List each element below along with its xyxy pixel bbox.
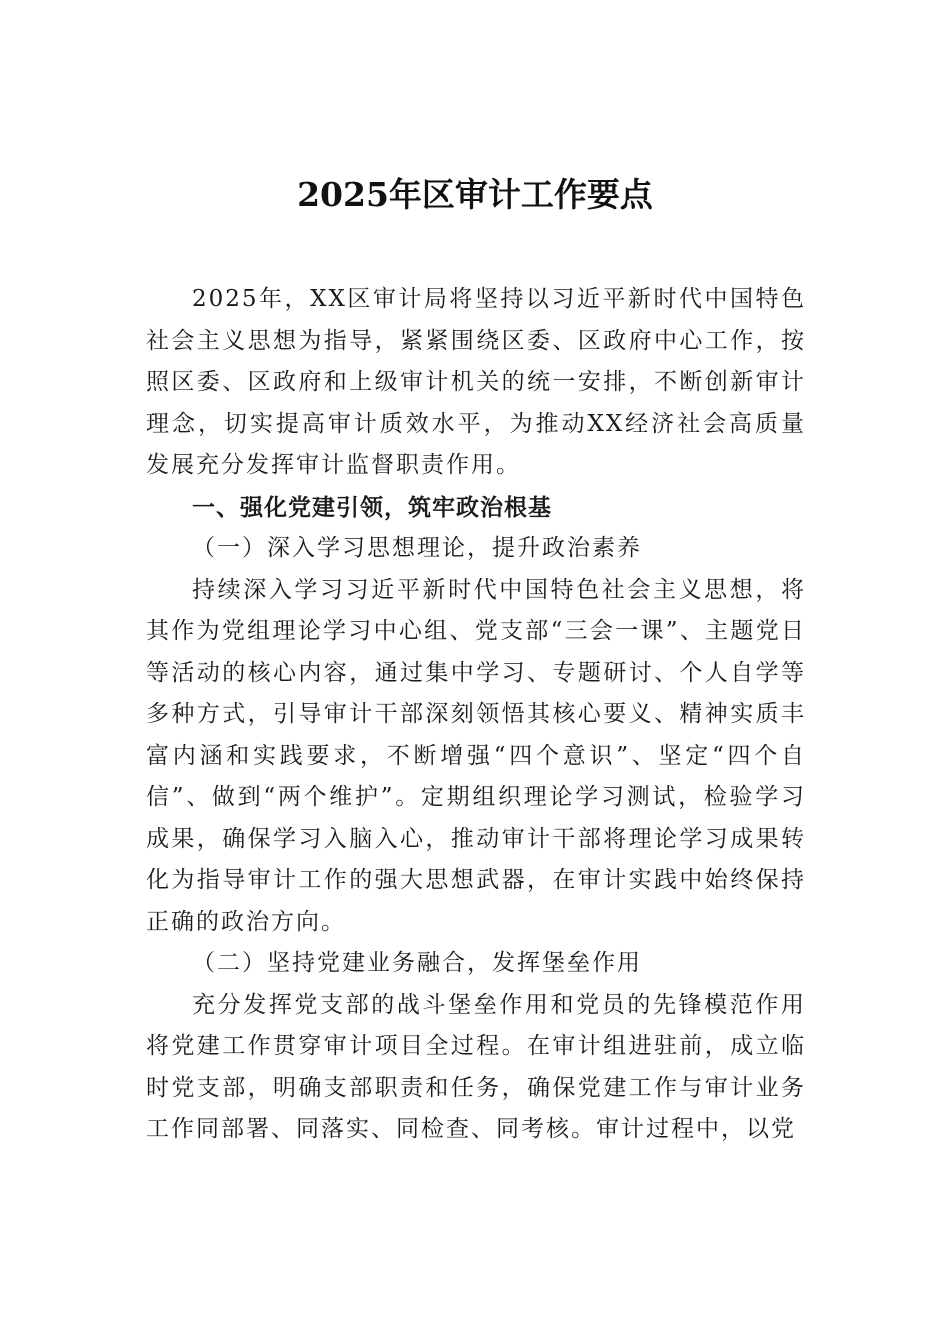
- section-heading-1: 一、强化党建引领，筑牢政治根基: [192, 493, 552, 521]
- document-body: [146, 279, 806, 1151]
- subsection-body-2: 充分发挥党支部的战斗堡垒作用和党员的先锋模范作用将党建工作贯穿审计项目全过程。在审计组进驻前，成立临时党支部，明确支部职责和任务，确保党建工作与审计业务工作同部署、同落实、同检查、同考核。审计过程中，以党: [146, 991, 806, 1142]
- intro-paragraph: 2025年，XX区审计局将坚持以习近平新时代中国特色社会主义思想为指导，紧紧围绕区委、区政府中心工作，按照区委、区政府和上级审计机关的统一安排，不断创新审计理念，切实提高审计质效水平，为推动XX经济社会高质量发展充分发挥审计监督职责作用。: [146, 286, 806, 478]
- subsection-body-1: 持续深入学习习近平新时代中国特色社会主义思想，将其作为党组理论学习中心组、党支部“三会一课”、主题党日等活动的核心内容，通过集中学习、专题研讨、个人自学等多种方式，引导审计干部深刻领悟其核心要义、精神实质丰富内涵和实践要求，不断增强“四个意识”、坚定“四个自信”、做到“两个维护”。定期组织理论学习测试，检验学习成果，确保学习入脑入心，推动审计干部将理论学习成果转化为指导审计工作的强大思想武器，在审计实践中始终保持正确的政治方向。: [146, 576, 806, 935]
- document-title: 2025年区审计工作要点: [297, 175, 653, 214]
- subsection-heading-2: （二）坚持党建业务融合，发挥堡垒作用: [192, 950, 642, 976]
- subsection-heading-1: （一）深入学习思想理论，提升政治素养: [192, 535, 642, 561]
